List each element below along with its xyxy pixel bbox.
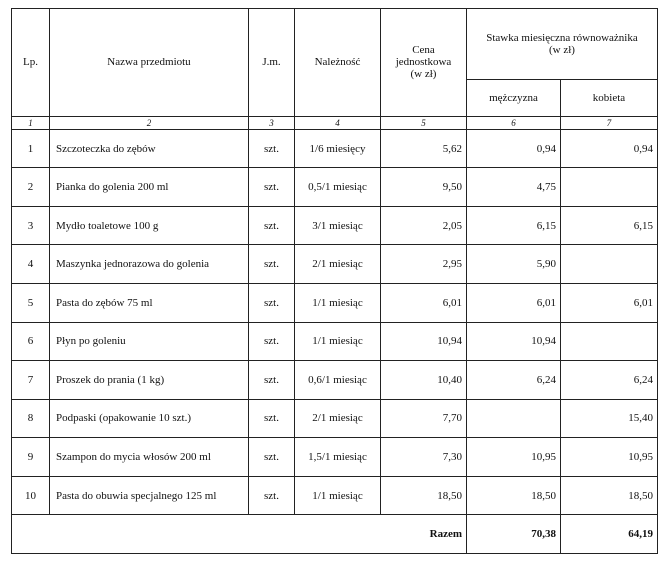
cell-price: 9,50	[381, 168, 467, 207]
cell-lp: 10	[12, 476, 50, 515]
column-number: 4	[295, 116, 381, 129]
cell-female: 15,40	[561, 399, 658, 438]
cell-price: 10,94	[381, 322, 467, 361]
table-row	[12, 284, 658, 323]
table-row	[12, 322, 658, 361]
cell-lp: 3	[12, 206, 50, 245]
column-number: 7	[561, 116, 658, 129]
cell-unit: szt.	[249, 476, 295, 515]
cell-female: 6,01	[561, 284, 658, 323]
cell-lp: 4	[12, 245, 50, 284]
cell-male: 6,15	[467, 206, 561, 245]
cell-price: 7,70	[381, 399, 467, 438]
cell-unit: szt.	[249, 284, 295, 323]
cell-lp: 2	[12, 168, 50, 207]
cell-name: Szampon do mycia włosów 200 ml	[50, 438, 249, 477]
cell-lp: 5	[12, 284, 50, 323]
column-number: 3	[249, 116, 295, 129]
cell-lp: 8	[12, 399, 50, 438]
header-unit-price: Cena jednostkowa (w zł)	[381, 9, 467, 117]
cell-unit: szt.	[249, 168, 295, 207]
table-row	[12, 361, 658, 400]
total-female: 64,19	[561, 515, 658, 554]
cell-entitlement: 1/1 miesiąc	[295, 284, 381, 323]
cell-name: Pasta do zębów 75 ml	[50, 284, 249, 323]
cell-entitlement: 2/1 miesiąc	[295, 399, 381, 438]
cell-price: 2,05	[381, 206, 467, 245]
cell-entitlement: 1,5/1 miesiąc	[295, 438, 381, 477]
table-row	[12, 129, 658, 168]
column-number: 6	[467, 116, 561, 129]
cell-entitlement: 1/1 miesiąc	[295, 322, 381, 361]
table-row	[12, 245, 658, 284]
cell-male: 10,94	[467, 322, 561, 361]
cell-name: Szczoteczka do zębów	[50, 129, 249, 168]
cell-male: 6,24	[467, 361, 561, 400]
header-male: mężczyzna	[467, 80, 561, 117]
cell-male: 10,95	[467, 438, 561, 477]
total-male: 70,38	[467, 515, 561, 554]
cell-unit: szt.	[249, 361, 295, 400]
cell-entitlement: 3/1 miesiąc	[295, 206, 381, 245]
cell-male: 4,75	[467, 168, 561, 207]
header-unit: J.m.	[249, 9, 295, 117]
table-row	[12, 438, 658, 477]
cell-unit: szt.	[249, 399, 295, 438]
cell-name: Podpaski (opakowanie 10 szt.)	[50, 399, 249, 438]
cell-lp: 7	[12, 361, 50, 400]
cell-unit: szt.	[249, 129, 295, 168]
header-female: kobieta	[561, 80, 658, 117]
cell-lp: 1	[12, 129, 50, 168]
total-label: Razem	[12, 515, 467, 554]
cell-name: Pianka do golenia 200 ml	[50, 168, 249, 207]
cell-price: 10,40	[381, 361, 467, 400]
cell-female	[561, 168, 658, 207]
cell-name: Pasta do obuwia specjalnego 125 ml	[50, 476, 249, 515]
header-row	[12, 9, 658, 80]
cell-price: 18,50	[381, 476, 467, 515]
cell-unit: szt.	[249, 245, 295, 284]
cell-male: 5,90	[467, 245, 561, 284]
cell-female	[561, 245, 658, 284]
cell-unit: szt.	[249, 206, 295, 245]
column-number-row	[12, 116, 658, 129]
cell-name: Maszynka jednorazowa do golenia	[50, 245, 249, 284]
cell-male: 6,01	[467, 284, 561, 323]
cell-female	[561, 322, 658, 361]
cell-entitlement: 0,6/1 miesiąc	[295, 361, 381, 400]
cell-name: Mydło toaletowe 100 g	[50, 206, 249, 245]
cell-unit: szt.	[249, 438, 295, 477]
cell-male: 18,50	[467, 476, 561, 515]
cell-female: 18,50	[561, 476, 658, 515]
cell-lp: 9	[12, 438, 50, 477]
cell-female: 0,94	[561, 129, 658, 168]
cell-male	[467, 399, 561, 438]
cell-entitlement: 0,5/1 miesiąc	[295, 168, 381, 207]
cell-female: 6,15	[561, 206, 658, 245]
total-row	[12, 515, 658, 554]
column-number: 2	[50, 116, 249, 129]
header-lp: Lp.	[12, 9, 50, 117]
cell-price: 6,01	[381, 284, 467, 323]
header-rate-group: Stawka miesięczna równoważnika (w zł)	[467, 9, 658, 80]
cell-entitlement: 1/6 miesięcy	[295, 129, 381, 168]
cell-price: 2,95	[381, 245, 467, 284]
table-row	[12, 206, 658, 245]
cell-entitlement: 1/1 miesiąc	[295, 476, 381, 515]
cell-name: Płyn po goleniu	[50, 322, 249, 361]
cell-lp: 6	[12, 322, 50, 361]
column-number: 1	[12, 116, 50, 129]
equivalent-rates-table	[11, 8, 658, 554]
cell-female: 6,24	[561, 361, 658, 400]
cell-unit: szt.	[249, 322, 295, 361]
table-row	[12, 399, 658, 438]
column-number: 5	[381, 116, 467, 129]
cell-entitlement: 2/1 miesiąc	[295, 245, 381, 284]
cell-male: 0,94	[467, 129, 561, 168]
header-entitlement: Należność	[295, 9, 381, 117]
cell-female: 10,95	[561, 438, 658, 477]
table-row	[12, 476, 658, 515]
table-row	[12, 168, 658, 207]
cell-price: 5,62	[381, 129, 467, 168]
header-name: Nazwa przedmiotu	[50, 9, 249, 117]
cell-price: 7,30	[381, 438, 467, 477]
cell-name: Proszek do prania (1 kg)	[50, 361, 249, 400]
